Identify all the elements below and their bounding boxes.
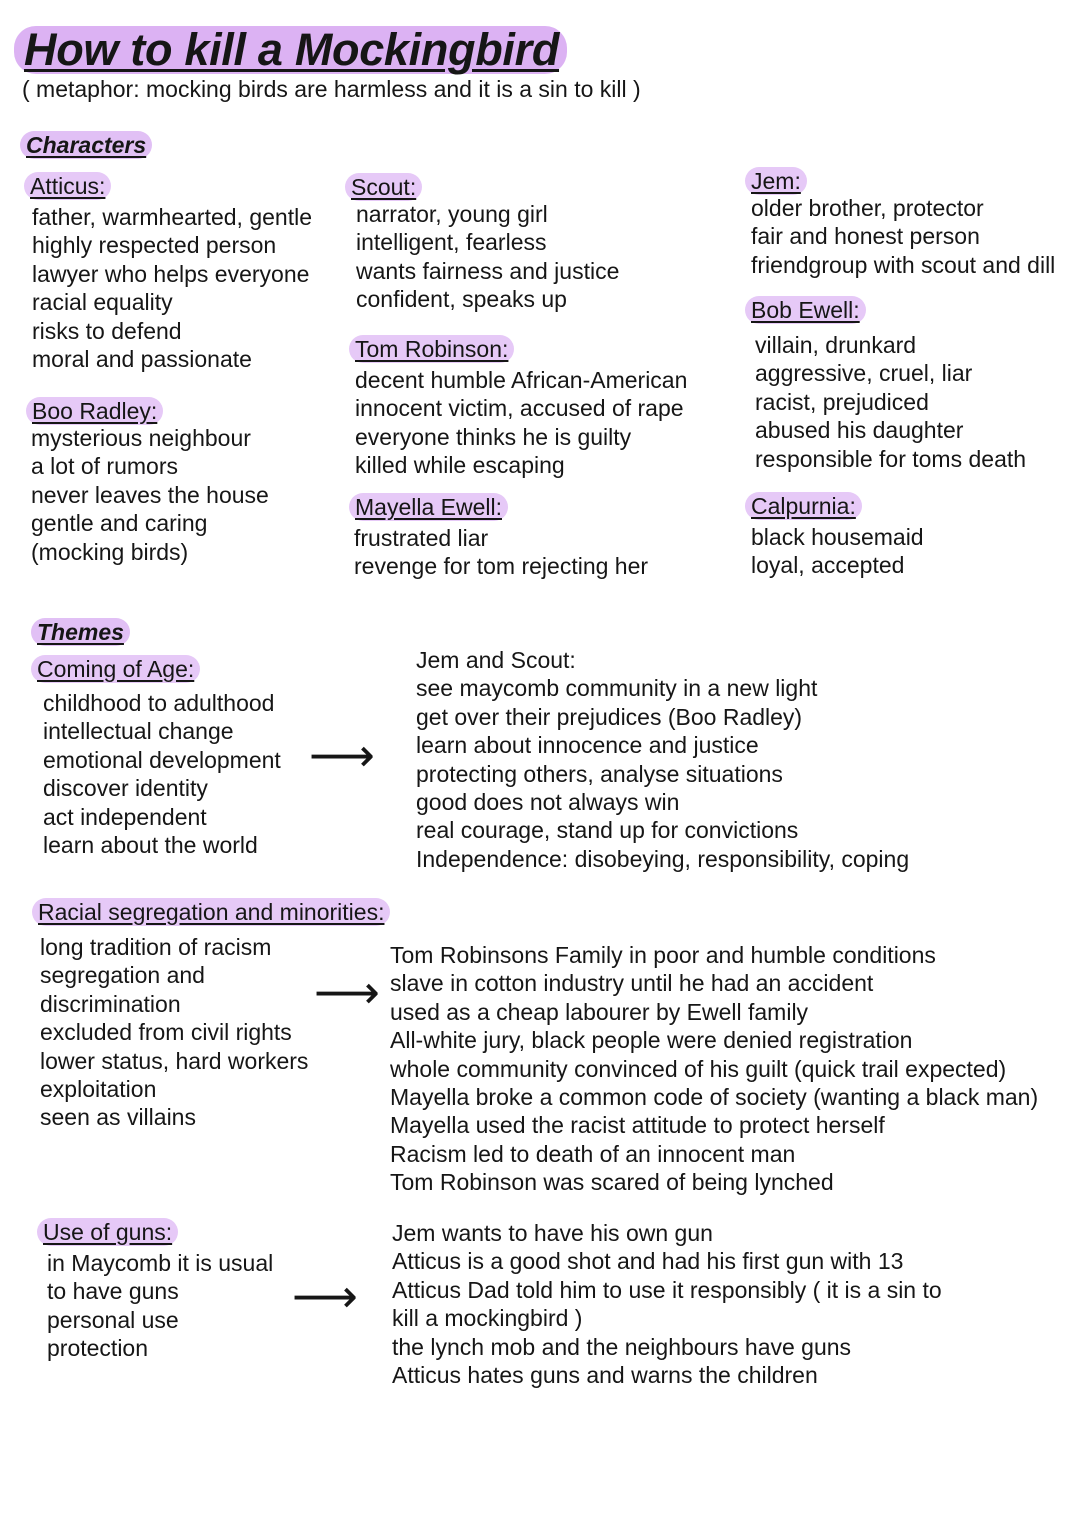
- list-item: older brother, protector: [751, 195, 984, 221]
- list-item: lower status, hard workers: [40, 1047, 309, 1074]
- list-item: loyal, accepted: [751, 552, 905, 579]
- list-item: good does not always win: [416, 789, 680, 816]
- theme-points-guns: [47, 1249, 273, 1363]
- list-item: racist, prejudiced: [755, 388, 929, 415]
- character-traits-calpurnia: [751, 523, 924, 580]
- character-traits-scout: [356, 200, 619, 314]
- character-name-scout: Scout:: [345, 173, 422, 201]
- list-item: confident, speaks up: [356, 286, 567, 313]
- list-item: fair and honest person: [751, 223, 980, 250]
- list-item: used as a cheap labourer by Ewell family: [390, 998, 809, 1025]
- list-item: Mayella broke a common code of society (wanting a black man): [390, 1084, 1039, 1111]
- character-traits-tom: [355, 366, 687, 480]
- arrow-right-icon: ⟶: [314, 966, 380, 1018]
- list-item: excluded from civil rights: [40, 1019, 292, 1046]
- list-item: Atticus is a good shot and had his first gun with 13: [392, 1248, 904, 1275]
- list-item: real courage, stand up for convictions: [416, 817, 799, 844]
- character-name-tom: Tom Robinson:: [349, 335, 514, 363]
- list-item: Tom Robinson was scared of being lynched: [390, 1169, 834, 1196]
- list-item: the lynch mob and the neighbours have guns: [392, 1333, 852, 1360]
- theme-points-coming-of-age: [43, 689, 281, 859]
- arrow-right-icon: ⟶: [292, 1270, 358, 1322]
- themes-heading: Themes: [31, 618, 130, 646]
- list-item: Atticus Dad told him to use it responsibly ( it is a sin to: [392, 1276, 942, 1303]
- list-item: Tom Robinsons Family in poor and humble conditions: [390, 942, 936, 968]
- character-traits-bob: [755, 331, 1026, 473]
- list-item: black housemaid: [751, 524, 924, 550]
- list-item: abused his daughter: [755, 417, 964, 444]
- list-item: slave in cotton industry until he had an accident: [390, 970, 874, 997]
- list-item: get over their prejudices (Boo Radley): [416, 703, 803, 730]
- list-item: racial equality: [32, 289, 173, 316]
- list-item: moral and passionate: [32, 346, 252, 373]
- list-item: father, warmhearted, gentle: [32, 204, 312, 230]
- list-item: mysterious neighbour: [31, 425, 251, 451]
- list-item: kill a mockingbird ): [392, 1305, 583, 1332]
- character-traits-atticus: [32, 203, 312, 373]
- list-item: emotional development: [43, 746, 281, 773]
- list-item: discover identity: [43, 775, 208, 802]
- list-item: Mayella used the racist attitude to protect herself: [390, 1112, 885, 1139]
- theme-details-racial: [390, 941, 1038, 1197]
- list-item: intelligent, fearless: [356, 229, 547, 256]
- list-item: Atticus hates guns and warns the children: [392, 1362, 818, 1389]
- list-item: in Maycomb it is usual: [47, 1250, 274, 1276]
- list-item: Independence: disobeying, responsibility, coping: [416, 845, 910, 872]
- list-item: whole community convinced of his guilt (quick trail expected): [390, 1055, 1007, 1082]
- character-traits-boo: [31, 424, 269, 566]
- character-name-boo: Boo Radley:: [26, 397, 163, 425]
- list-item: frustrated liar: [354, 525, 489, 551]
- list-item: discrimination: [40, 990, 181, 1017]
- character-name-bob: Bob Ewell:: [745, 296, 866, 324]
- list-item: lawyer who helps everyone: [32, 260, 310, 287]
- list-item: Jem wants to have his own gun: [392, 1220, 713, 1246]
- character-name-atticus: Atticus:: [24, 172, 111, 200]
- list-item: seen as villains: [40, 1104, 196, 1131]
- list-item: a lot of rumors: [31, 453, 178, 480]
- list-item: responsible for toms death: [755, 445, 1027, 472]
- list-item: learn about innocence and justice: [416, 732, 759, 759]
- arrow-right-icon: ⟶: [309, 729, 375, 781]
- list-item: Jem and Scout:: [416, 647, 576, 673]
- theme-title-coming-of-age: Coming of Age:: [31, 655, 200, 683]
- list-item: killed while escaping: [355, 452, 565, 479]
- list-item: wants fairness and justice: [356, 257, 620, 284]
- list-item: intellectual change: [43, 718, 234, 745]
- character-traits-mayella: [354, 524, 648, 581]
- list-item: never leaves the house: [31, 481, 269, 508]
- list-item: aggressive, cruel, liar: [755, 360, 973, 387]
- list-item: segregation and: [40, 962, 205, 989]
- list-item: see maycomb community in a new light: [416, 675, 818, 702]
- character-name-mayella: Mayella Ewell:: [349, 493, 508, 521]
- theme-details-coming-of-age: [416, 646, 909, 873]
- list-item: highly respected person: [32, 232, 277, 259]
- list-item: protection: [47, 1335, 149, 1362]
- list-item: decent humble African-American: [355, 367, 688, 393]
- list-item: act independent: [43, 803, 207, 830]
- list-item: learn about the world: [43, 832, 258, 859]
- list-item: personal use: [47, 1306, 179, 1333]
- list-item: (mocking birds): [31, 538, 189, 565]
- character-traits-jem: [751, 194, 1055, 279]
- list-item: risks to defend: [32, 317, 182, 344]
- character-name-calpurnia: Calpurnia:: [745, 492, 862, 520]
- list-item: innocent victim, accused of rape: [355, 395, 684, 422]
- list-item: protecting others, analyse situations: [416, 760, 783, 787]
- list-item: villain, drunkard: [755, 332, 917, 358]
- theme-title-racial: Racial segregation and minorities:: [32, 898, 390, 926]
- list-item: exploitation: [40, 1076, 157, 1103]
- theme-title-guns: Use of guns:: [37, 1218, 178, 1246]
- list-item: to have guns: [47, 1278, 179, 1305]
- list-item: friendgroup with scout and dill: [751, 251, 1056, 278]
- list-item: narrator, young girl: [356, 201, 548, 227]
- list-item: Racism led to death of an innocent man: [390, 1140, 796, 1167]
- theme-details-guns: [392, 1219, 942, 1389]
- list-item: long tradition of racism: [40, 934, 272, 960]
- page-title: How to kill a Mockingbird: [14, 26, 567, 74]
- list-item: gentle and caring: [31, 510, 208, 537]
- list-item: childhood to adulthood: [43, 690, 275, 716]
- character-name-jem: Jem:: [745, 167, 807, 195]
- characters-heading: Characters: [20, 131, 152, 159]
- theme-points-racial: [40, 933, 308, 1132]
- list-item: All-white jury, black people were denied registration: [390, 1027, 913, 1054]
- list-item: everyone thinks he is guilty: [355, 423, 632, 450]
- subtitle: ( metaphor: mocking birds are harmless and it is a sin to kill ): [22, 76, 641, 102]
- list-item: revenge for tom rejecting her: [354, 553, 649, 580]
